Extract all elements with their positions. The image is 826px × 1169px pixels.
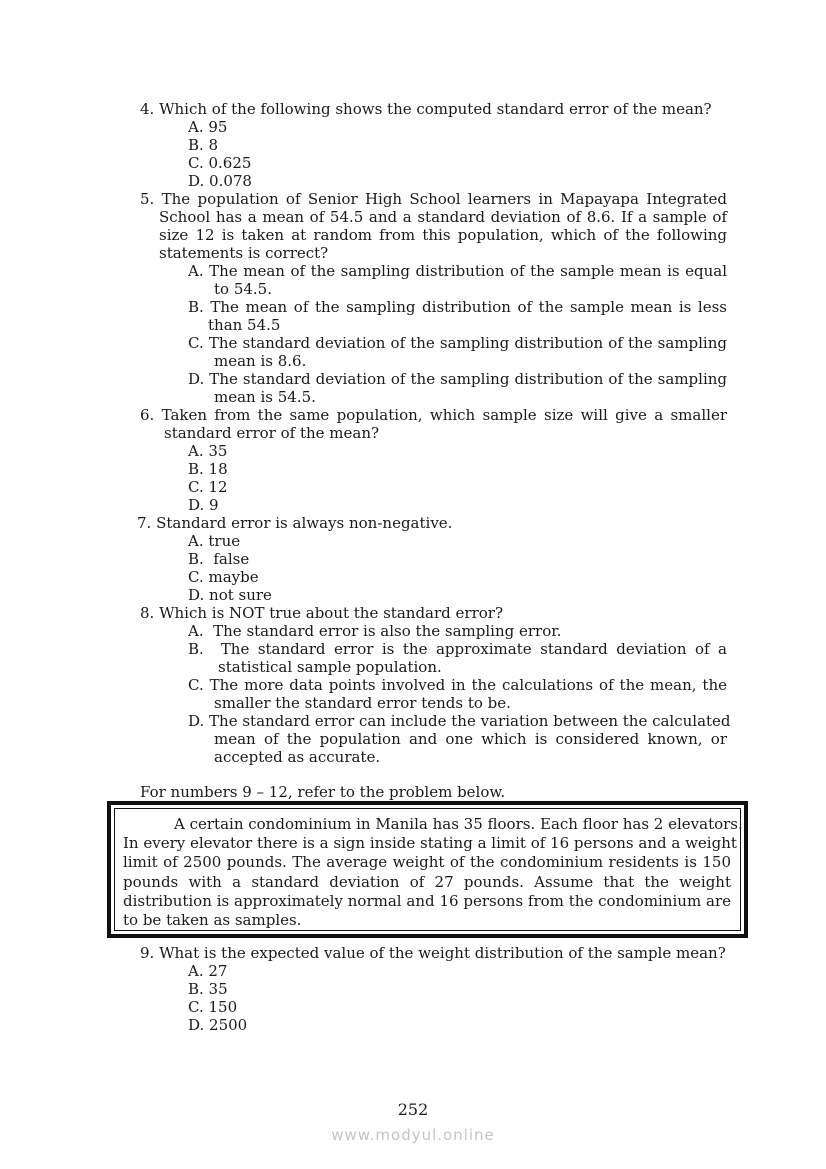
q5-choice-c: C. The standard deviation of the sampling distribution of the sampling — [188, 334, 727, 352]
q9-choice-b: B. 35 — [188, 980, 228, 998]
q4-choice-c: C. 0.625 — [188, 154, 252, 172]
q7-choice-a: A. true — [188, 532, 241, 550]
q6-choice-a: A. 35 — [188, 442, 228, 460]
q7-choice-d: D. not sure — [188, 586, 272, 604]
q7-choice-c: C. maybe — [188, 568, 259, 586]
q5-choice-d: D. The standard deviation of the sampling distribution of the sampling — [188, 370, 727, 388]
q8-choice-d-cont-2: accepted as accurate. — [214, 748, 381, 766]
question-5-line-4: statements is correct? — [159, 244, 329, 262]
q9-choice-a: A. 27 — [188, 962, 228, 980]
q5-choice-a-cont: to 54.5. — [214, 280, 272, 298]
question-4-text: 4. Which of the following shows the computed standard error of the mean? — [140, 100, 712, 118]
q5-choice-b: B. The mean of the sampling distribution of the sample mean is less — [188, 298, 727, 316]
question-8-text: 8. Which is NOT true about the standard error? — [140, 604, 503, 622]
instruction-text: For numbers 9 – 12, refer to the problem below. — [140, 783, 506, 801]
q6-choice-c: C. 12 — [188, 478, 228, 496]
question-9-text: 9. What is the expected value of the weight distribution of the sample mean? — [140, 944, 726, 962]
problem-line-3: limit of 2500 pounds. The average weight of the condominium residents is 150 — [123, 853, 731, 871]
q5-choice-c-cont: mean is 8.6. — [214, 352, 307, 370]
q8-choice-d: D. The standard error can include the variation between the calculated — [188, 712, 731, 730]
question-6-line-1: 6. Taken from the same population, which sample size will give a smaller — [140, 406, 727, 424]
problem-line-5: distribution is approximately normal and 16 persons from the condominium are — [123, 892, 731, 910]
q7-choice-b: B. false — [188, 550, 250, 568]
q5-choice-b-cont: than 54.5 — [208, 316, 281, 334]
question-7-text: 7. Standard error is always non-negative. — [137, 514, 453, 532]
problem-line-2: In every elevator there is a sign inside stating a limit of 16 persons and a weight — [123, 834, 737, 852]
problem-line-4: pounds with a standard deviation of 27 pounds. Assume that the weight — [123, 873, 731, 891]
q6-choice-b: B. 18 — [188, 460, 228, 478]
page-number: 252 — [397, 1100, 429, 1119]
q6-choice-d: D. 9 — [188, 496, 219, 514]
q8-choice-c: C. The more data points involved in the calculations of the mean, the — [188, 676, 727, 694]
q4-choice-a: A. 95 — [188, 118, 228, 136]
q4-choice-d: D. 0.078 — [188, 172, 252, 190]
question-5-line-1: 5. The population of Senior High School learners in Mapayapa Integrated — [140, 190, 727, 208]
q9-choice-d: D. 2500 — [188, 1016, 248, 1034]
q5-choice-d-cont: mean is 54.5. — [214, 388, 316, 406]
q9-choice-c: C. 150 — [188, 998, 238, 1016]
q8-choice-b-cont: statistical sample population. — [218, 658, 442, 676]
watermark-url: www.modyul.online — [331, 1126, 495, 1144]
q5-choice-a: A. The mean of the sampling distribution of the sample mean is equal — [188, 262, 727, 280]
q8-choice-c-cont: smaller the standard error tends to be. — [214, 694, 511, 712]
problem-line-1: A certain condominium in Manila has 35 floors. Each floor has 2 elevators. — [174, 815, 743, 833]
q4-choice-b: B. 8 — [188, 136, 219, 154]
q8-choice-a: A. The standard error is also the sampling error. — [188, 622, 562, 640]
question-5-line-2: School has a mean of 54.5 and a standard deviation of 8.6. If a sample of — [159, 208, 727, 226]
question-6-line-2: standard error of the mean? — [164, 424, 380, 442]
q8-choice-d-cont-1: mean of the population and one which is considered known, or — [214, 730, 727, 748]
problem-line-6: to be taken as samples. — [123, 911, 302, 929]
q8-choice-b: B. The standard error is the approximate standard deviation of a — [188, 640, 727, 658]
question-5-line-3: size 12 is taken at random from this population, which of the following — [159, 226, 727, 244]
